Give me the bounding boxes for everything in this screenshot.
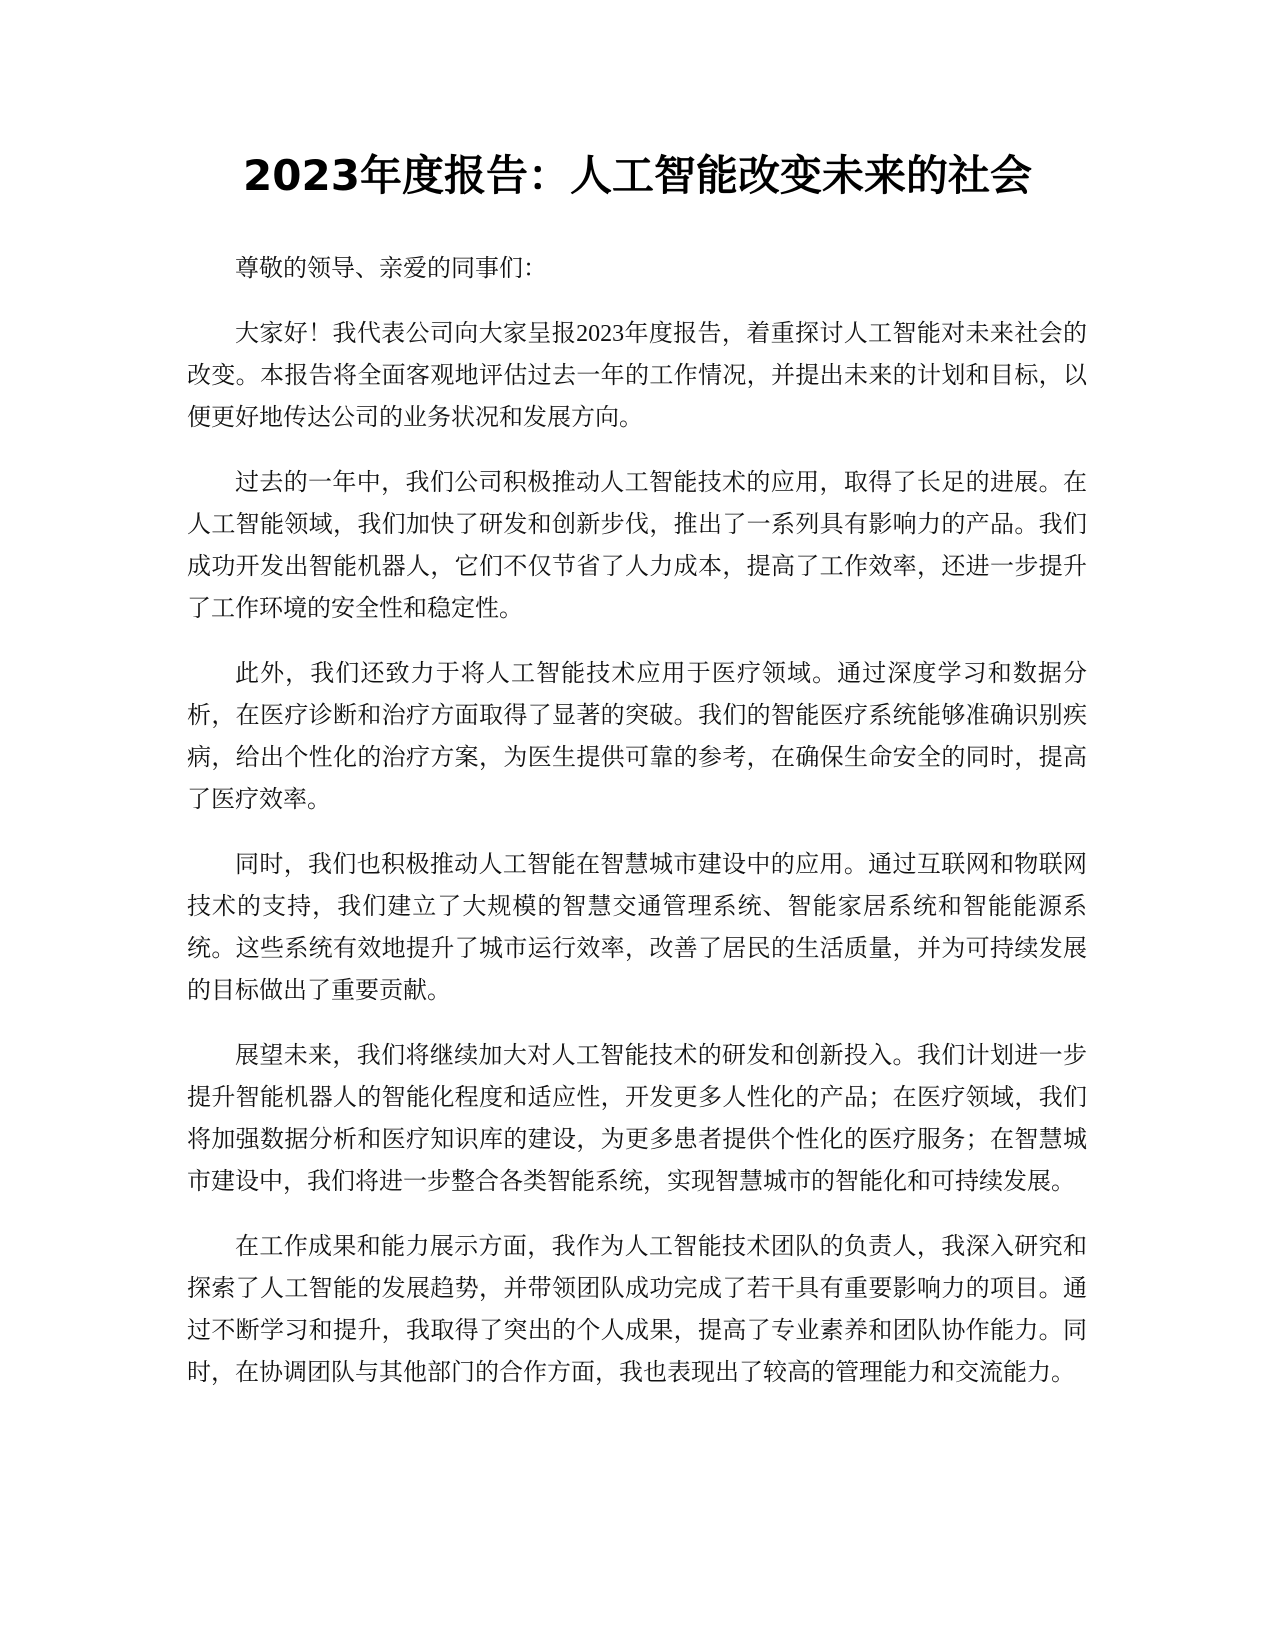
- paragraph-smart-city: 同时，我们也积极推动人工智能在智慧城市建设中的应用。通过互联网和物联网技术的支持，我们建立了大规模的智慧交通管理系统、智能家居系统和智能能源系统。这些系统有效地提升了城市运行效率，改善了居民的生活质量，并为可持续发展的目标做出了重要贡献。: [187, 852, 1087, 1004]
- paragraph-past-year: 过去的一年中，我们公司积极推动人工智能技术的应用，取得了长足的进展。在人工智能领域，我们加快了研发和创新步伐，推出了一系列具有影响力的产品。我们成功开发出智能机器人，它们不仅节省了人力成本，提高了工作效率，还进一步提升了工作环境的安全性和稳定性。: [187, 470, 1087, 622]
- document-title: 2023年度报告：人工智能改变未来的社会: [243, 151, 1032, 200]
- paragraph-outlook: 展望未来，我们将继续加大对人工智能技术的研发和创新投入。我们计划进一步提升智能机器人的智能化程度和适应性，开发更多人性化的产品；在医疗领域，我们将加强数据分析和医疗知识库的建设，为更多患者提供个性化的医疗服务；在智慧城市建设中，我们将进一步整合各类智能系统，实现智慧城市的智能化和可持续发展。: [187, 1043, 1087, 1195]
- paragraph-intro: 大家好！我代表公司向大家呈报2023年度报告，着重探讨人工智能对未来社会的改变。本报告将全面客观地评估过去一年的工作情况，并提出未来的计划和目标，以便更好地传达公司的业务状况和发展方向。: [187, 321, 1087, 431]
- paragraph-medical: 此外，我们还致力于将人工智能技术应用于医疗领域。通过深度学习和数据分析，在医疗诊断和治疗方面取得了显著的突破。我们的智能医疗系统能够准确识别疾病，给出个性化的治疗方案，为医生提供可靠的参考，在确保生命安全的同时，提高了医疗效率。: [187, 661, 1087, 813]
- paragraph-achievements: 在工作成果和能力展示方面，我作为人工智能技术团队的负责人，我深入研究和探索了人工智能的发展趋势，并带领团队成功完成了若干具有重要影响力的项目。通过不断学习和提升，我取得了突出的个人成果，提高了专业素养和团队协作能力。同时，在协调团队与其他部门的合作方面，我也表现出了较高的管理能力和交流能力。: [187, 1234, 1087, 1386]
- salutation: 尊敬的领导、亲爱的同事们：: [235, 256, 547, 282]
- document-body: [187, 248, 1087, 1417]
